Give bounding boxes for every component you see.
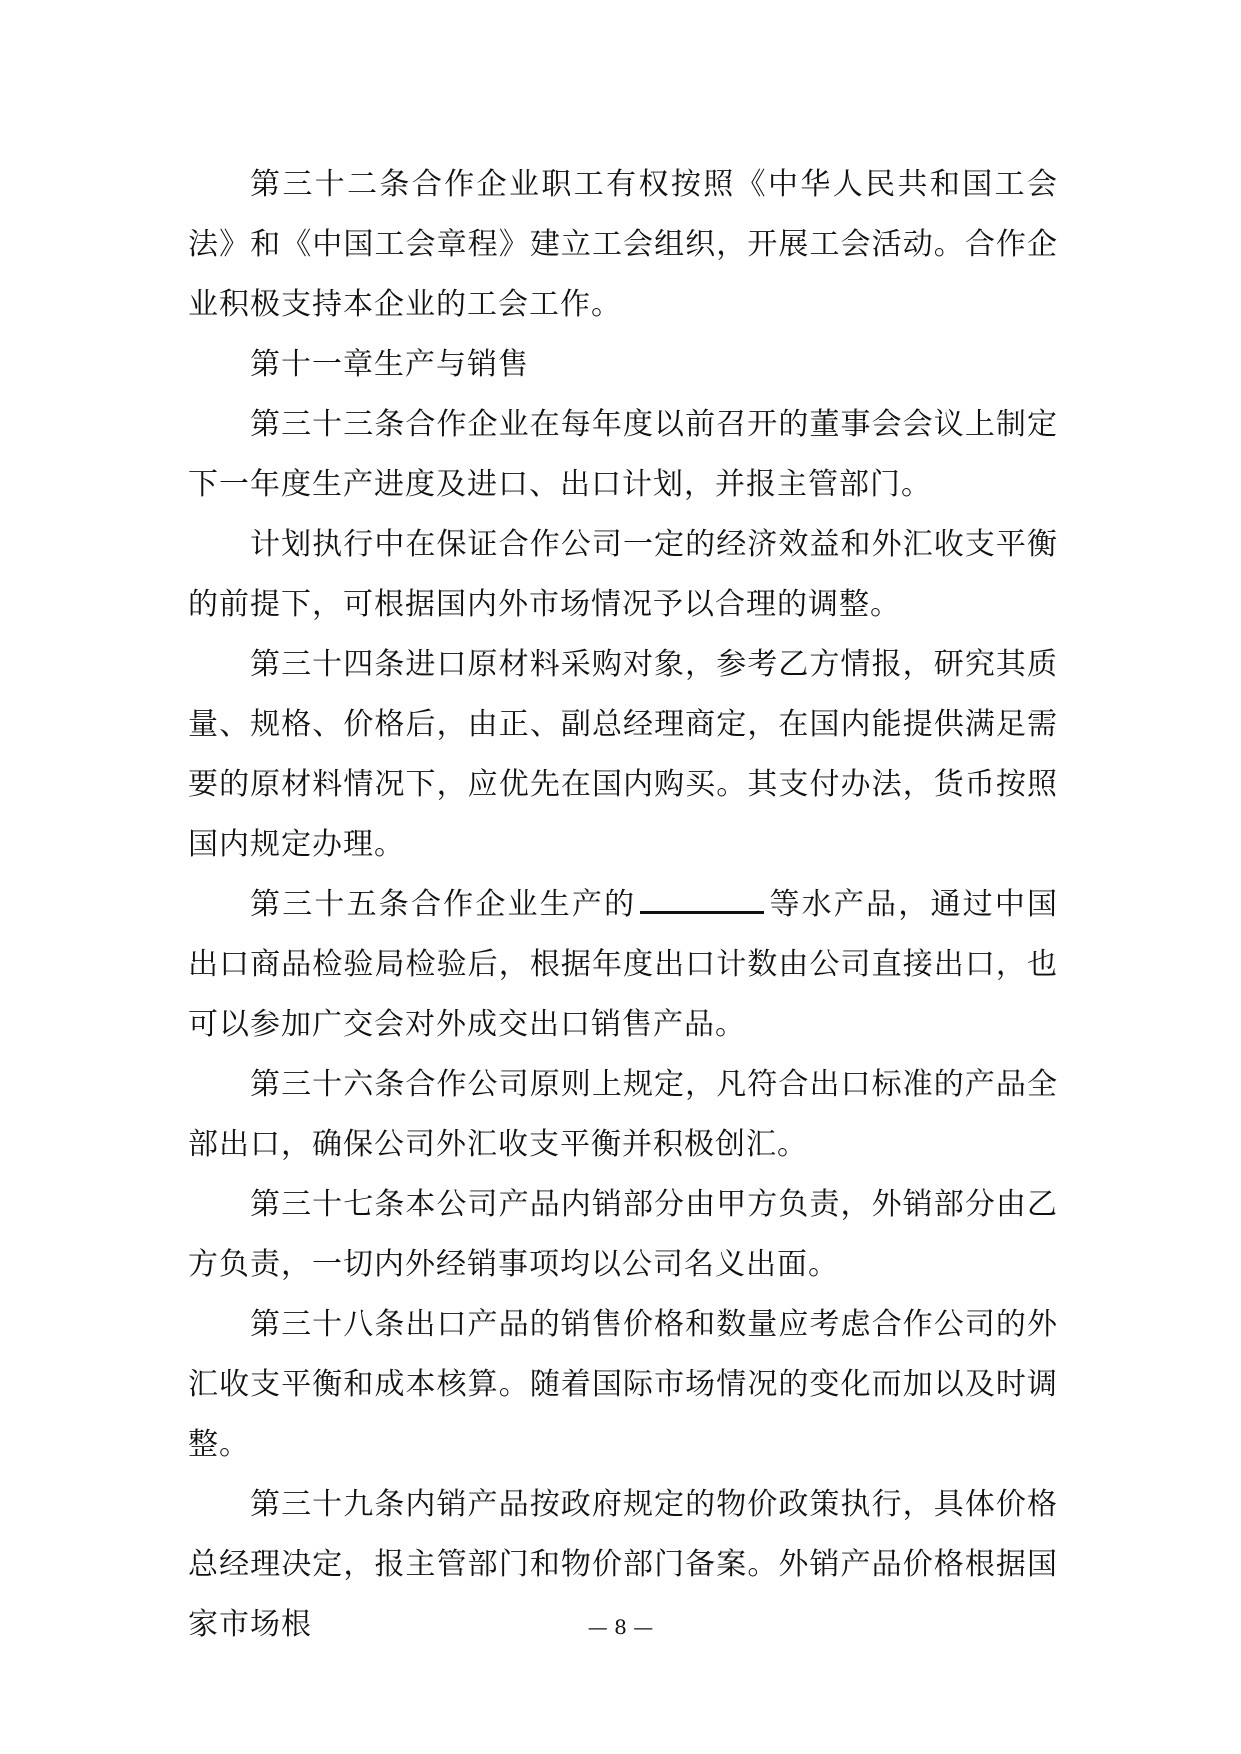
article-35-before: 第三十五条合作企业生产的	[250, 887, 637, 922]
body-text	[188, 155, 1058, 1655]
article-38: 第三十八条出口产品的销售价格和数量应考虑合作公司的外汇收支平衡和成本核算。随着国际市场情况的变化而加以及时调整。	[188, 1307, 1058, 1462]
article-35	[188, 875, 1058, 1055]
chapter-11-heading: 第十一章生产与销售	[250, 347, 529, 382]
article-33-plan: 计划执行中在保证合作公司一定的经济效益和外汇收支平衡的前提下，可根据国内外市场情况予以合理的调整。	[188, 527, 1058, 622]
article-37: 第三十七条本公司产品内销部分由甲方负责，外销部分由乙方负责，一切内外经销事项均以公司名义出面。	[188, 1187, 1058, 1282]
fill-in-blank	[640, 885, 764, 914]
article-39: 第三十九条内销产品按政府规定的物价政策执行，具体价格总经理决定，报主管部门和物价部门备案。外销产品价格根据国家市场根	[188, 1487, 1058, 1642]
article-35-after: 等水产品，通过中国出口商品检验局检验后，根据年度出口计数由公司直接出口，也可以参加广交会对外成交出口销售产品。	[188, 887, 1059, 1042]
article-36: 第三十六条合作公司原则上规定，凡符合出口标准的产品全部出口，确保公司外汇收支平衡并积极创汇。	[188, 1067, 1058, 1162]
page-number: — 8 —	[587, 1615, 654, 1639]
article-33: 第三十三条合作企业在每年度以前召开的董事会会议上制定下一年度生产进度及进口、出口计划，并报主管部门。	[188, 407, 1058, 502]
article-32: 第三十二条合作企业职工有权按照《中华人民共和国工会法》和《中国工会章程》建立工会组织，开展工会活动。合作企业积极支持本企业的工会工作。	[188, 167, 1058, 322]
article-34: 第三十四条进口原材料采购对象，参考乙方情报，研究其质量、规格、价格后，由正、副总经理商定，在国内能提供满足需要的原材料情况下，应优先在国内购买。其支付办法，货币按照国内规定办理。	[188, 647, 1058, 862]
